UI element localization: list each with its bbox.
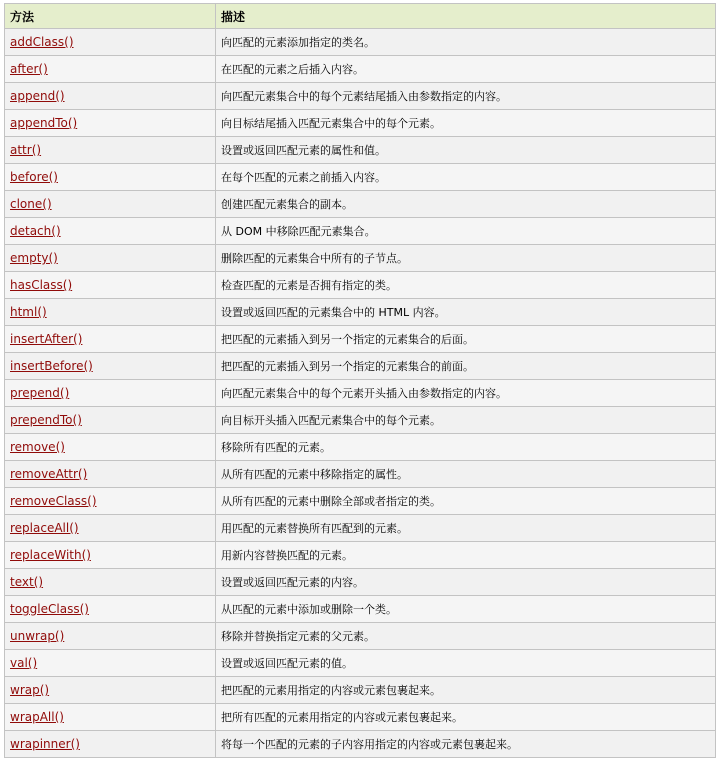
method-description: 向目标开头插入匹配元素集合中的每个元素。 [221,414,441,427]
method-cell [5,650,216,677]
method-link[interactable]: unwrap() [10,629,65,643]
method-description: 从匹配的元素中添加或删除一个类。 [221,603,397,616]
description-cell [216,164,716,191]
method-description: 把匹配的元素插入到另一个指定的元素集合的后面。 [221,333,474,346]
table-row [5,596,716,623]
method-cell [5,515,216,542]
method-cell [5,326,216,353]
description-cell [216,542,716,569]
method-link[interactable]: html() [10,305,47,319]
description-cell [216,83,716,110]
table-row [5,272,716,299]
method-link[interactable]: wrapinner() [10,737,80,751]
jquery-methods-table [4,3,716,758]
table-row [5,29,716,56]
method-link[interactable]: empty() [10,251,58,265]
description-cell [216,461,716,488]
table-row [5,515,716,542]
method-link[interactable]: detach() [10,224,61,238]
description-cell [216,515,716,542]
method-link[interactable]: attr() [10,143,42,157]
method-description: 向匹配的元素添加指定的类名。 [221,36,375,49]
description-cell [216,137,716,164]
method-cell [5,56,216,83]
description-cell [216,650,716,677]
table-row [5,677,716,704]
description-cell [216,731,716,758]
method-description: 检查匹配的元素是否拥有指定的类。 [221,279,397,292]
method-link[interactable]: text() [10,575,44,589]
description-cell [216,380,716,407]
method-link[interactable]: append() [10,89,65,103]
method-description: 用匹配的元素替换所有匹配到的元素。 [221,522,408,535]
method-description: 在匹配的元素之后插入内容。 [221,63,364,76]
method-cell [5,380,216,407]
table-row [5,623,716,650]
method-link[interactable]: wrap() [10,683,50,697]
method-link[interactable]: insertAfter() [10,332,83,346]
method-cell [5,542,216,569]
method-description: 把匹配的元素用指定的内容或元素包裹起来。 [221,684,441,697]
method-cell [5,407,216,434]
method-link[interactable]: val() [10,656,38,670]
method-cell [5,218,216,245]
description-cell [216,110,716,137]
description-cell [216,245,716,272]
column-header-description: 描述 [216,4,716,29]
method-link[interactable]: after() [10,62,48,76]
method-cell [5,434,216,461]
method-link[interactable]: wrapAll() [10,710,64,724]
method-cell [5,164,216,191]
description-cell [216,326,716,353]
method-link[interactable]: insertBefore() [10,359,93,373]
table-row [5,488,716,515]
description-cell [216,272,716,299]
description-cell [216,191,716,218]
method-cell [5,245,216,272]
method-link[interactable]: addClass() [10,35,74,49]
method-description: 把匹配的元素插入到另一个指定的元素集合的前面。 [221,360,474,373]
method-link[interactable]: before() [10,170,58,184]
method-cell [5,623,216,650]
method-cell [5,569,216,596]
method-cell [5,299,216,326]
method-description: 移除并替换指定元素的父元素。 [221,630,375,643]
description-cell [216,677,716,704]
method-cell [5,272,216,299]
method-link[interactable]: prependTo() [10,413,82,427]
description-cell [216,434,716,461]
table-row [5,299,716,326]
description-cell [216,56,716,83]
method-cell [5,29,216,56]
method-link[interactable]: appendTo() [10,116,78,130]
method-link[interactable]: replaceWith() [10,548,91,562]
table-row [5,164,716,191]
method-description: 设置或返回匹配元素的内容。 [221,576,364,589]
method-link[interactable]: hasClass() [10,278,73,292]
table-header-row [5,4,716,29]
table-row [5,218,716,245]
table-row [5,56,716,83]
method-cell [5,677,216,704]
table-row [5,110,716,137]
method-description: 把所有匹配的元素用指定的内容或元素包裹起来。 [221,711,463,724]
method-description: 设置或返回匹配元素的值。 [221,657,353,670]
table-row [5,650,716,677]
method-cell [5,488,216,515]
table-row [5,83,716,110]
methods-table-container [4,3,715,758]
method-cell [5,83,216,110]
description-cell [216,353,716,380]
table-row [5,542,716,569]
table-row [5,434,716,461]
description-cell [216,299,716,326]
description-cell [216,704,716,731]
method-description: 在每个匹配的元素之前插入内容。 [221,171,386,184]
method-description: 删除匹配的元素集合中所有的子节点。 [221,252,408,265]
method-link[interactable]: toggleClass() [10,602,89,616]
method-cell [5,110,216,137]
table-row [5,380,716,407]
method-description: 移除所有匹配的元素。 [221,441,331,454]
table-row [5,407,716,434]
method-description: 创建匹配元素集合的副本。 [221,198,353,211]
table-row [5,245,716,272]
method-description: 从所有匹配的元素中移除指定的属性。 [221,468,408,481]
table-row [5,326,716,353]
table-row [5,569,716,596]
method-cell [5,137,216,164]
method-description: 将每一个匹配的元素的子内容用指定的内容或元素包裹起来。 [221,738,518,751]
method-description: 设置或返回匹配的元素集合中的 HTML 内容。 [221,306,446,319]
description-cell [216,407,716,434]
description-cell [216,488,716,515]
description-cell [216,569,716,596]
column-header-method: 方法 [5,4,216,29]
method-link[interactable]: remove() [10,440,65,454]
table-row [5,191,716,218]
method-description: 用新内容替换匹配的元素。 [221,549,353,562]
table-row [5,731,716,758]
method-cell [5,731,216,758]
method-description: 向目标结尾插入匹配元素集合中的每个元素。 [221,117,441,130]
method-link[interactable]: clone() [10,197,52,211]
description-cell [216,29,716,56]
description-cell [216,596,716,623]
method-link[interactable]: removeClass() [10,494,97,508]
description-cell [216,623,716,650]
method-cell [5,353,216,380]
table-body [5,29,716,758]
method-cell [5,596,216,623]
method-description: 向匹配元素集合中的每个元素结尾插入由参数指定的内容。 [221,90,507,103]
table-row [5,461,716,488]
method-link[interactable]: replaceAll() [10,521,79,535]
table-row [5,137,716,164]
table-row [5,704,716,731]
method-cell [5,704,216,731]
table-header [5,4,716,29]
table-row [5,353,716,380]
description-cell [216,218,716,245]
method-link[interactable]: removeAttr() [10,467,88,481]
method-description: 从所有匹配的元素中删除全部或者指定的类。 [221,495,441,508]
method-cell [5,191,216,218]
method-link[interactable]: prepend() [10,386,70,400]
method-description: 向匹配元素集合中的每个元素开头插入由参数指定的内容。 [221,387,507,400]
method-description: 从 DOM 中移除匹配元素集合。 [221,225,376,238]
method-description: 设置或返回匹配元素的属性和值。 [221,144,386,157]
method-cell [5,461,216,488]
